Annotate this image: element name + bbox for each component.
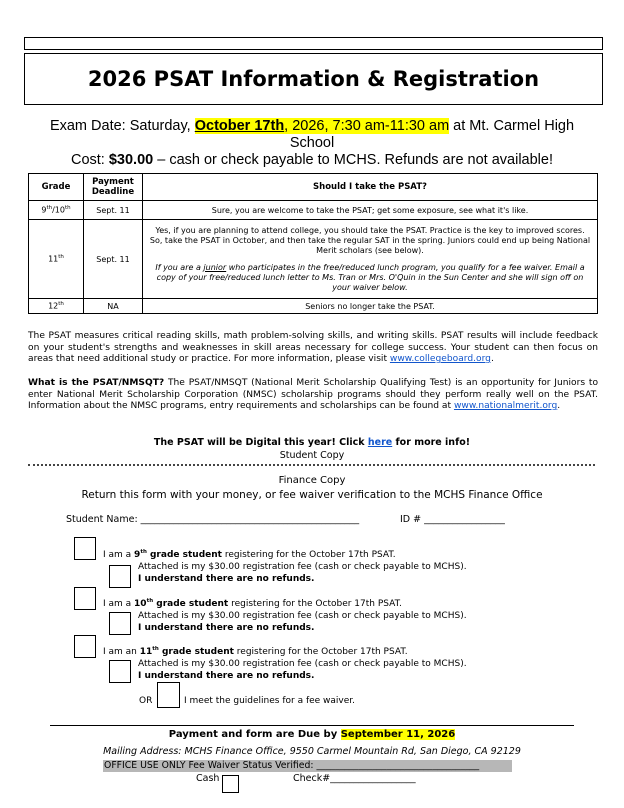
nmsqt-heading: What is the PSAT/NMSQT? bbox=[28, 378, 165, 388]
psat-description-text: The PSAT measures critical reading skills, math problem-solving skills, and writing skills. PSAT results will include feedback on your student's strengths and weaknesses in skill areas necessary for college success. Your student can then focus on areas that need additional study or practice. For more information, please visit bbox=[28, 331, 598, 364]
grade-10-option bbox=[103, 598, 402, 609]
option-text-end: registering for the October 17th PSAT. bbox=[221, 550, 396, 560]
waiver-text-a: If you are a bbox=[155, 262, 204, 272]
ordinal: th bbox=[140, 549, 147, 555]
exam-date-label: Exam Date: Saturday, bbox=[49, 118, 195, 134]
grade-11-checkbox[interactable] bbox=[74, 635, 96, 658]
header-question: Should I take the PSAT? bbox=[143, 174, 598, 201]
waiver-junior: junior bbox=[203, 262, 227, 272]
id-field[interactable]: ID # _________________ bbox=[400, 514, 505, 525]
grade-student: grade student bbox=[153, 599, 229, 609]
grade-9-fee-checkbox[interactable] bbox=[109, 565, 131, 588]
student-name-field[interactable]: Student Name: ______________________________________________ bbox=[66, 514, 360, 525]
grade-11-fee-checkbox[interactable] bbox=[109, 660, 131, 683]
waiver-text-c: who participates in the free/reduced lunch program, you qualify for a fee waiver. Email a copy of your free/reduced lunch letter to Ms. Tran or Mrs. O'Quin in the Sun Center and she will sign off on your waiver below. bbox=[156, 262, 585, 292]
header-deadline: Payment Deadline bbox=[84, 174, 143, 201]
no-refunds-text: I understand there are no refunds. bbox=[138, 671, 315, 681]
fee-waiver-text: I meet the guidelines for a fee waiver. bbox=[184, 696, 356, 706]
student-copy-label: Student Copy bbox=[279, 450, 345, 461]
option-text: I am an bbox=[103, 647, 140, 657]
grade-cell: 9th/10th bbox=[29, 201, 84, 220]
deadline-cell: Sept. 11 bbox=[84, 201, 143, 220]
grade-number: 9 bbox=[134, 550, 141, 560]
title-box bbox=[24, 53, 603, 105]
exam-place: at Mt. Carmel High bbox=[449, 118, 575, 134]
mailing-address: Mailing Address: MCHS Finance Office, 9550 Carmel Mountain Rd, San Diego, CA 92129 bbox=[103, 746, 521, 757]
grade-student: grade student bbox=[146, 550, 222, 560]
advice-text: Yes, if you are planning to attend college, you should take the PSAT. Practice is the key to improved scores. So, take the PSAT in October, and then take the regular SAT in the spring. Juniors could end up being National Merit scholars (see below). bbox=[149, 225, 591, 255]
grade-cell: 12th bbox=[29, 299, 84, 314]
grade-9-checkbox[interactable] bbox=[74, 537, 96, 560]
or-label: OR bbox=[139, 696, 153, 706]
advice-cell: Sure, you are welcome to take the PSAT; get some exposure, see what it's like. bbox=[143, 201, 598, 220]
period: . bbox=[490, 354, 494, 364]
deadline-cell: Sept. 11 bbox=[84, 220, 143, 299]
cut-line bbox=[28, 464, 595, 466]
nmsqt-description bbox=[28, 378, 598, 413]
finance-copy-label: Finance Copy bbox=[278, 475, 346, 486]
return-instructions: Return this form with your money, or fee waiver verification to the MCHS Finance Office bbox=[81, 489, 543, 501]
digital-text: The PSAT will be Digital this year! Click bbox=[153, 437, 368, 448]
grade-student: grade student bbox=[158, 647, 234, 657]
cash-label: Cash bbox=[196, 773, 220, 784]
grade-cell: 11th bbox=[29, 220, 84, 299]
due-text: Payment and form are Due by bbox=[168, 729, 341, 740]
here-link[interactable]: here bbox=[367, 437, 393, 448]
check-number-field[interactable]: Check#__________________ bbox=[293, 773, 416, 784]
cash-checkbox[interactable] bbox=[222, 775, 239, 793]
psat-table bbox=[28, 173, 598, 314]
cost-note: – cash or check payable to MCHS. Refunds are not available! bbox=[153, 152, 553, 168]
grade-number: 10 bbox=[134, 599, 147, 609]
no-refunds-text: I understand there are no refunds. bbox=[138, 623, 315, 633]
grade-10-fee-checkbox[interactable] bbox=[109, 612, 131, 635]
office-use-bar: OFFICE USE ONLY Fee Waiver Status Verified: ___________________________________ bbox=[103, 760, 512, 772]
grade-10-checkbox[interactable] bbox=[74, 587, 96, 610]
option-text-end: registering for the October 17th PSAT. bbox=[228, 599, 402, 609]
table-row bbox=[29, 220, 598, 299]
exam-place-line2: School bbox=[289, 135, 335, 151]
cost-value: $30.00 bbox=[108, 152, 154, 168]
digital-notice bbox=[0, 437, 624, 448]
fee-waiver-checkbox[interactable] bbox=[157, 682, 180, 708]
grade-number: 11 bbox=[139, 647, 153, 657]
psat-description bbox=[28, 331, 598, 366]
deadline-cell: NA bbox=[84, 299, 143, 314]
exam-info bbox=[0, 118, 624, 169]
option-text: I am a bbox=[103, 599, 135, 609]
table-row bbox=[29, 299, 598, 314]
grade-9-option bbox=[103, 549, 396, 560]
advice-cell bbox=[143, 220, 598, 299]
digital-text-end: for more info! bbox=[392, 437, 471, 448]
divider-line bbox=[50, 725, 574, 726]
attached-fee-text: Attached is my $30.00 registration fee (cash or check payable to MCHS). bbox=[138, 562, 467, 572]
nationalmerit-link[interactable]: www.nationalmerit.org bbox=[453, 401, 558, 411]
period: . bbox=[557, 401, 561, 411]
nmsqt-text: The PSAT/NMSQT (National Merit Scholarship Qualifying Test) is an opportunity for Juniors to enter National Merit Scholarship Corporation (NMSC) scholarship programs should they perform really well on the PSAT. Information about the NMSC programs, entry requirements and scholarships can be found at bbox=[28, 378, 599, 411]
exam-date: October 17th bbox=[194, 118, 285, 134]
table-row bbox=[29, 201, 598, 220]
header-grade: Grade bbox=[29, 174, 84, 201]
option-text: I am a bbox=[103, 550, 135, 560]
ordinal: th bbox=[152, 646, 159, 652]
page-title: 2026 PSAT Information & Registration bbox=[87, 67, 540, 91]
due-notice bbox=[0, 729, 624, 740]
no-refunds-text: I understand there are no refunds. bbox=[138, 574, 315, 584]
exam-time: , 2026, 7:30 am-11:30 am bbox=[284, 118, 450, 134]
header-empty-box bbox=[24, 37, 603, 50]
grade-11-option bbox=[103, 646, 408, 657]
due-date: September 11, 2026 bbox=[340, 729, 456, 740]
advice-cell: Seniors no longer take the PSAT. bbox=[143, 299, 598, 314]
ordinal: th bbox=[146, 598, 154, 604]
attached-fee-text: Attached is my $30.00 registration fee (cash or check payable to MCHS). bbox=[138, 659, 467, 669]
option-text-end: registering for the October 17th PSAT. bbox=[233, 647, 408, 657]
collegeboard-link[interactable]: www.collegeboard.org bbox=[389, 354, 491, 364]
cost-label: Cost: bbox=[70, 152, 109, 168]
attached-fee-text: Attached is my $30.00 registration fee (cash or check payable to MCHS). bbox=[138, 611, 467, 621]
